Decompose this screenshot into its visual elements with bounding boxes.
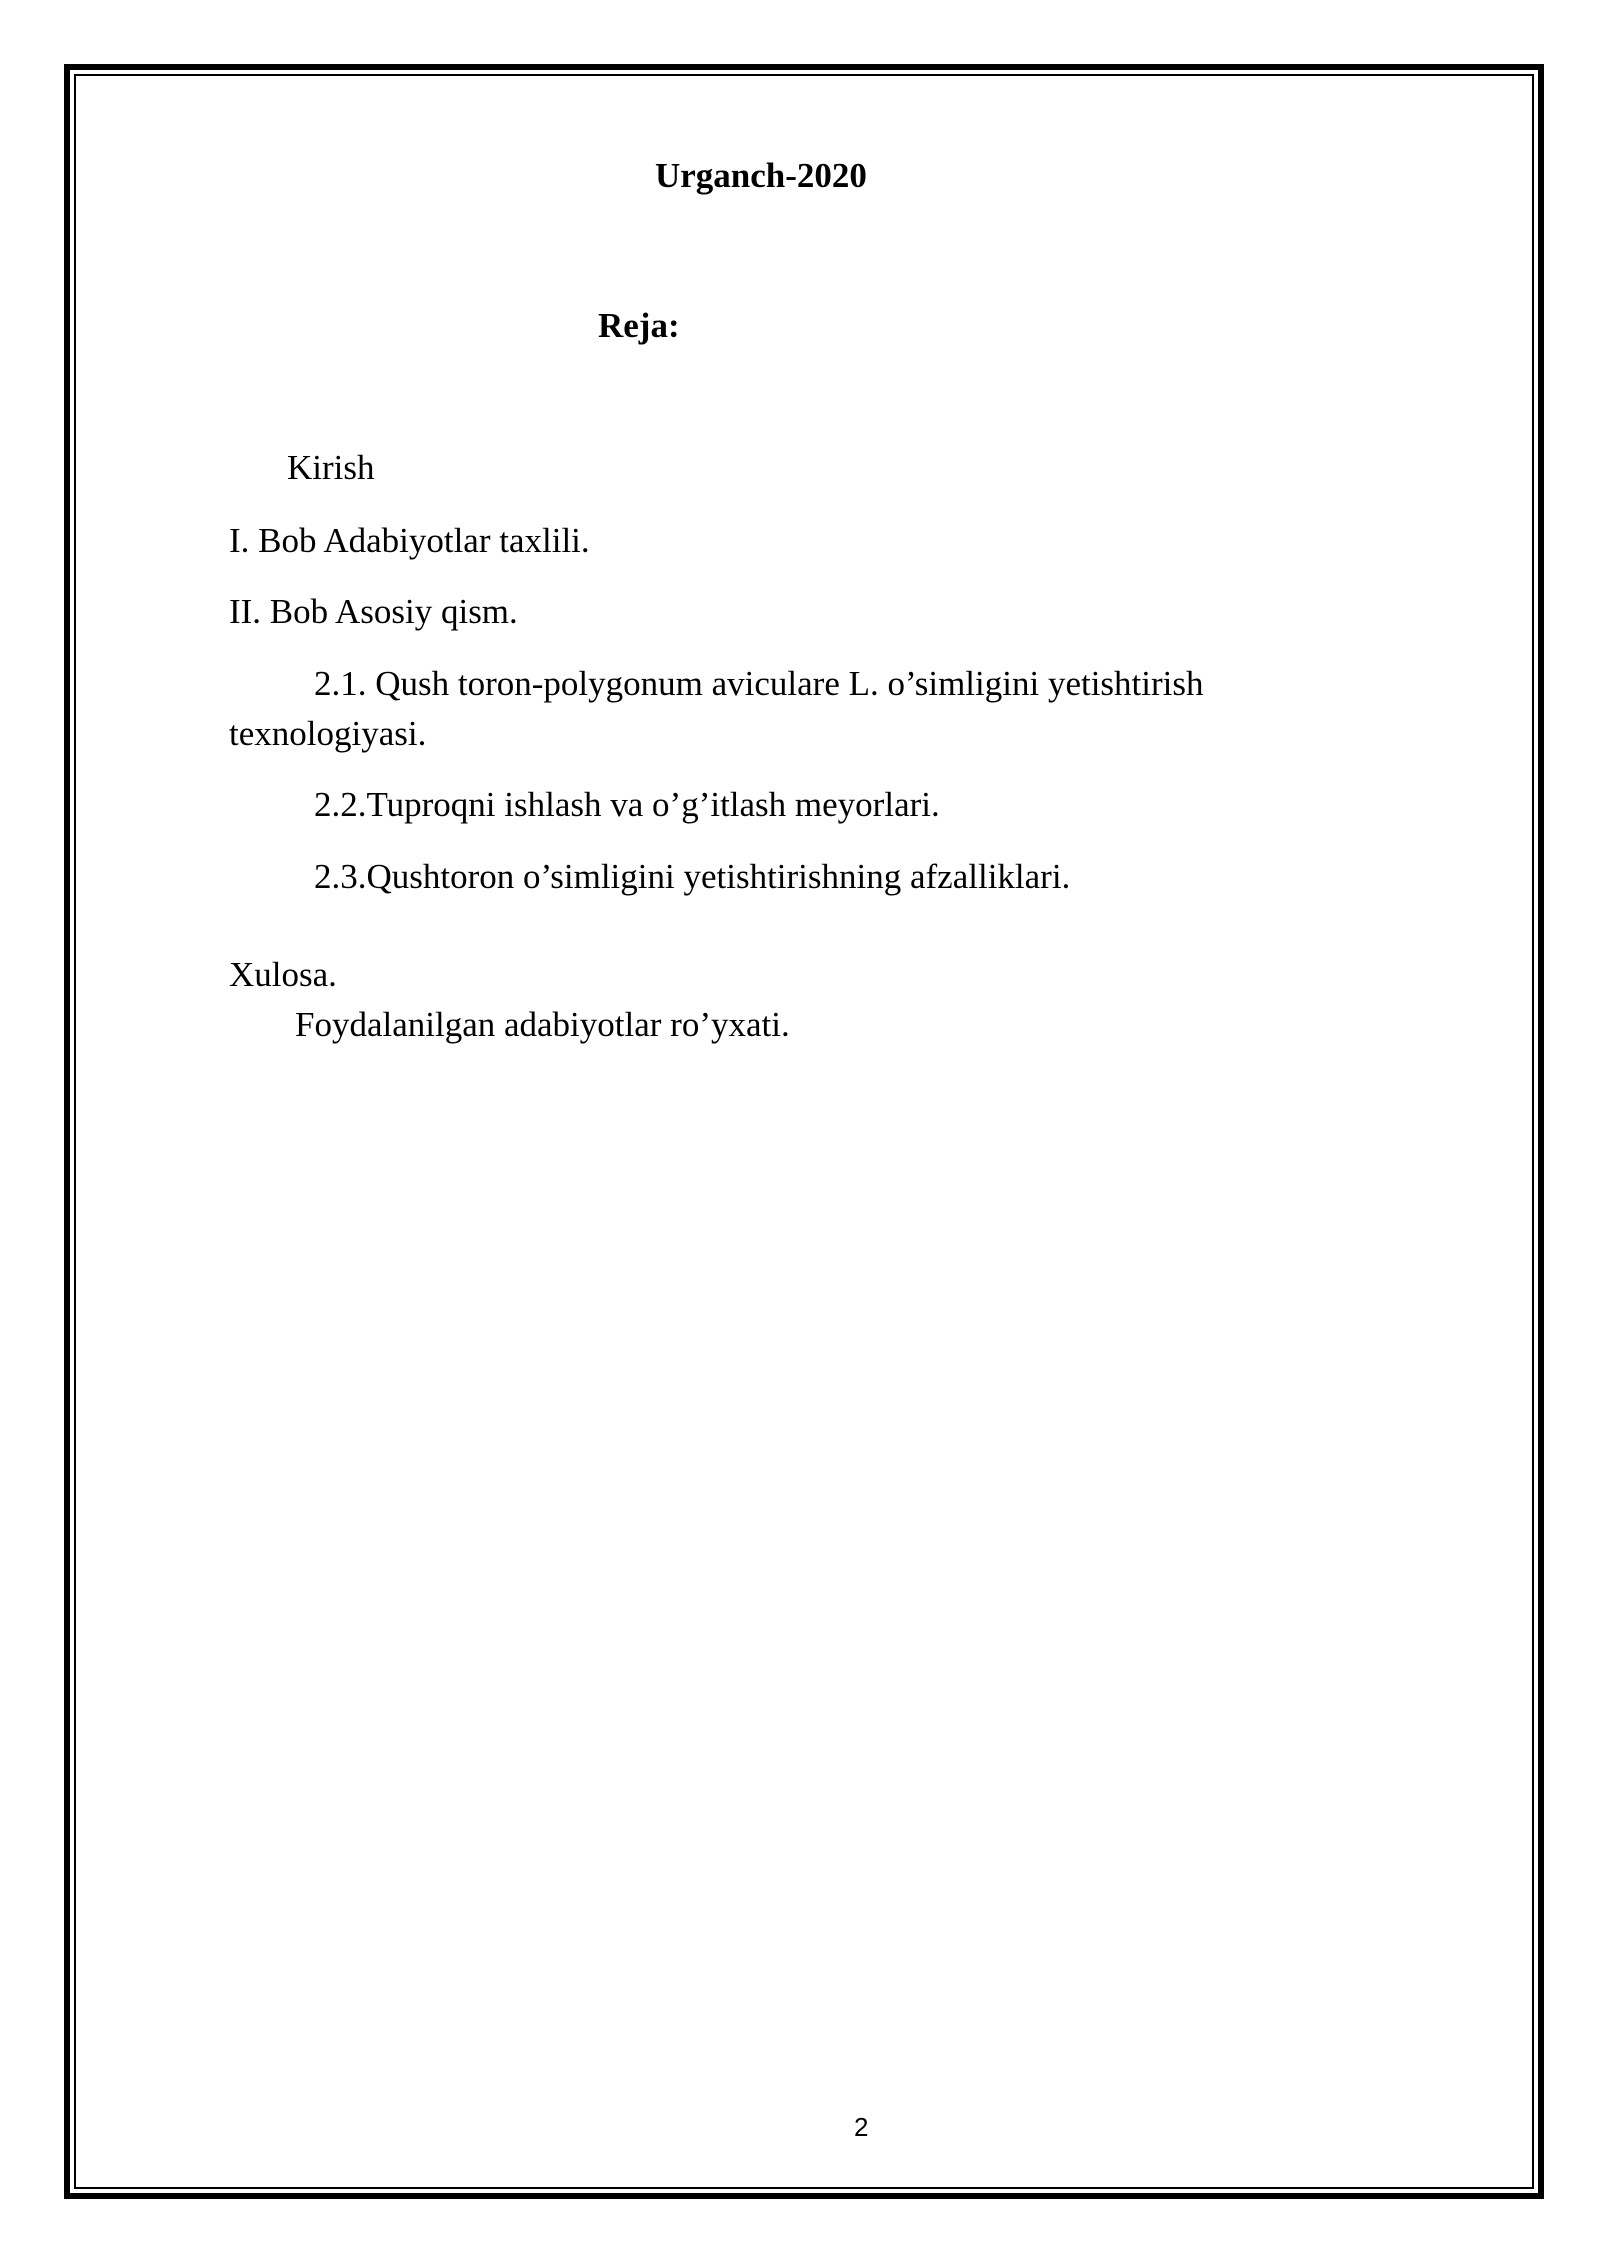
plan-item-chapter-2: II. Bob Asosiy qism. xyxy=(229,592,518,631)
plan-item-section-2-1: 2.1. Qush toron-polygonum aviculare L. o’simligini yetishtirish xyxy=(314,664,1204,703)
city-year-heading: Urganch-2020 xyxy=(655,156,867,195)
plan-item-conclusion: Xulosa. xyxy=(229,955,337,994)
plan-item-section-2-2: 2.2.Tuproqni ishlash va o’g’itlash meyorlari. xyxy=(314,785,940,824)
plan-item-chapter-1: I. Bob Adabiyotlar taxlili. xyxy=(229,521,590,560)
page-border-inner xyxy=(74,74,1534,2189)
plan-item-introduction: Kirish xyxy=(287,448,375,487)
plan-item-references: Foydalanilgan adabiyotlar ro’yxati. xyxy=(295,1005,790,1044)
plan-title: Reja: xyxy=(598,306,680,345)
plan-item-section-2-1-continued: texnologiyasi. xyxy=(229,714,427,753)
plan-item-section-2-3: 2.3.Qushtoron o’simligini yetishtirishning afzalliklari. xyxy=(314,857,1071,896)
page-number: 2 xyxy=(854,2112,869,2142)
